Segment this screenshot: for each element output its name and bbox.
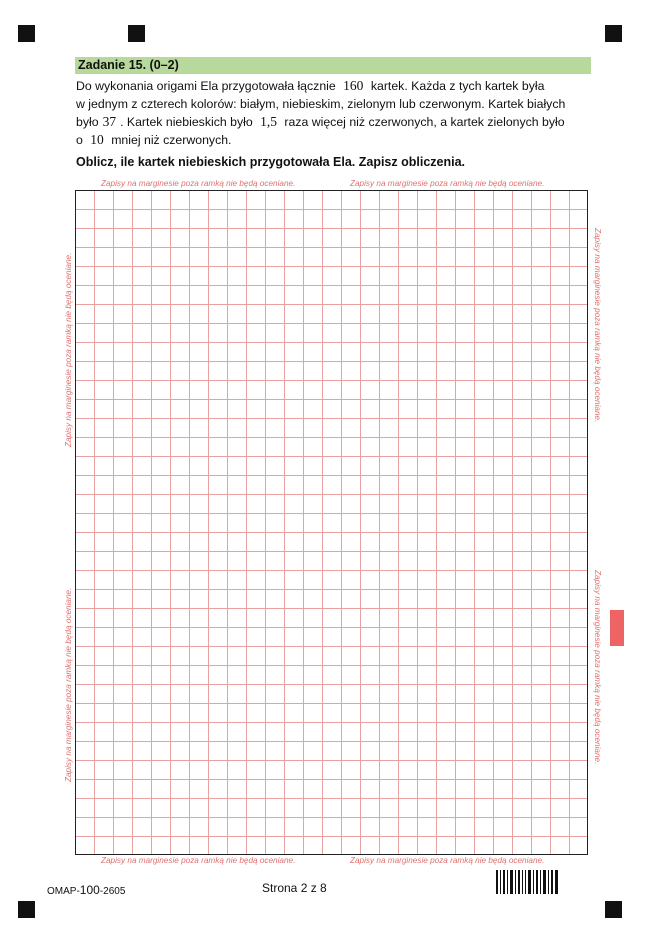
margin-note-bottom-right: Zapisy na marginesie poza ramką nie będą oceniane. [350, 856, 545, 865]
task-line-4: o 10 mniej niż czerwonych. [76, 132, 232, 147]
registration-mark-bottom-left [18, 901, 35, 918]
task-title: Zadanie 15. (0–2) [78, 58, 179, 72]
instruction-text: Oblicz, ile kartek niebieskich przygotowała Ela. Zapisz obliczenia. [76, 155, 466, 169]
registration-mark-top-center [128, 25, 145, 42]
task-line-1: Do wykonania origami Ela przygotowała łącznie 160 kartek. Każda z tych kartek była [76, 78, 545, 93]
margin-note-bottom-left: Zapisy na marginesie poza ramką nie będą oceniane. [101, 856, 296, 865]
registration-mark-top-right [605, 25, 622, 42]
margin-note-left-lower: Zapisy na marginesie poza ramką nie będą oceniane. [64, 587, 73, 782]
task-line-3: było 37 . Kartek niebieskich było 1,5 raza więcej niż czerwonych, a kartek zielonych było [76, 114, 565, 129]
margin-note-right-lower: Zapisy na marginesie poza ramką nie będą oceniane. [593, 570, 602, 765]
page-number: Strona 2 z 8 [262, 881, 327, 895]
side-tab-marker [610, 610, 624, 646]
task-text [76, 77, 596, 149]
registration-mark-top-left [18, 25, 35, 42]
margin-note-top-left: Zapisy na marginesie poza ramką nie będą oceniane. [101, 179, 296, 188]
task-line-2: w jednym z czterech kolorów: białym, niebieskim, zielonym lub czerwonym. Kartek białych [76, 97, 566, 111]
exam-code: OMAP-100-2605 [47, 883, 126, 897]
registration-mark-bottom-right [605, 901, 622, 918]
answer-grid[interactable] [75, 190, 588, 855]
margin-note-top-right: Zapisy na marginesie poza ramką nie będą oceniane. [350, 179, 545, 188]
margin-note-left-upper: Zapisy na marginesie poza ramką nie będą oceniane. [64, 252, 73, 447]
margin-note-right-upper: Zapisy na marginesie poza ramką nie będą oceniane. [593, 228, 602, 423]
barcode [496, 870, 558, 894]
